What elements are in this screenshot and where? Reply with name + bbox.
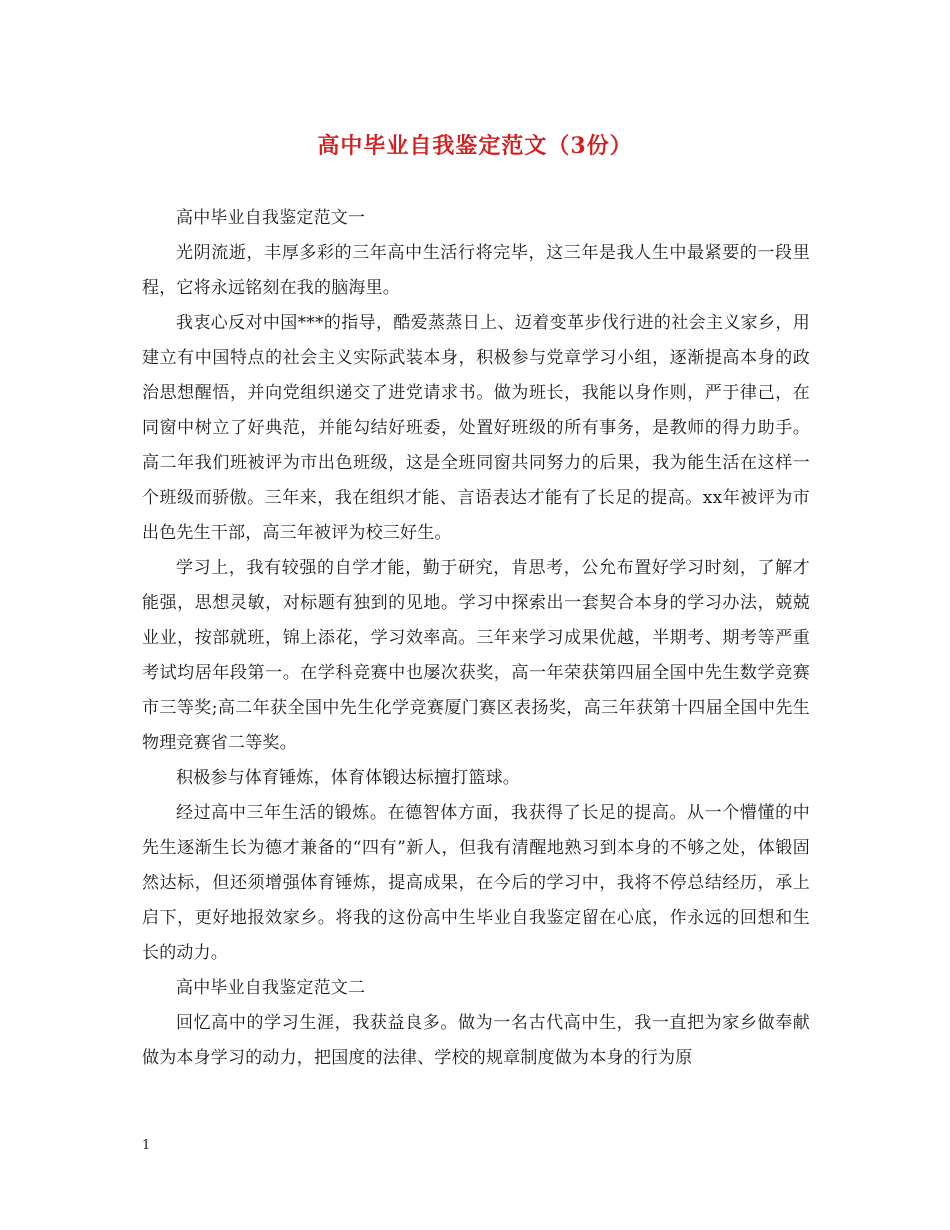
paragraph: 我衷心反对中国***的指导，酷爱蒸蒸日上、迈着变革步伐行进的社会主义家乡，用建立有中国特点的社会主义实际武装本身，积极参与党章学习小组，逐渐提高本身的政治思想醒悟，并向党组织递交了进党请求书。做为班长，我能以身作则，严于律己，在同窗中树立了好典范，并能勾结好班委，处置好班级的所有事务，是教师的得力助手。高二年我们班被评为市出色班级，这是全班同窗共同努力的后果，我为能生活在这样一个班级而骄傲。三年来，我在组织才能、言语表达才能有了长足的提高。xx年被评为市出色先生干部，高三年被评为校三好生。 bbox=[142, 313, 810, 543]
section-heading-1: 高中毕业自我鉴定范文一 bbox=[176, 208, 366, 228]
paragraph: 经过高中三年生活的锻炼。在德智体方面，我获得了长足的提高。从一个懵懂的中先生逐渐生长为德才兼备的“四有”新人，但我有清醒地熟习到本身的不够之处，体锻固然达标，但还须增强体育锤炼，提高成果，在今后的学习中，我将不停总结经历，承上启下，更好地报效家乡。将我的这份高中生毕业自我鉴定留在心底，作永远的回想和生长的动力。 bbox=[142, 803, 810, 963]
page-number: 1 bbox=[142, 1138, 151, 1153]
section-heading-2: 高中毕业自我鉴定范文二 bbox=[176, 978, 366, 998]
paragraph: 积极参与体育锤炼，体育体锻达标擅打篮球。 bbox=[176, 768, 520, 788]
paragraph: 回忆高中的学习生涯，我获益良多。做为一名古代高中生，我一直把为家乡做奉献做为本身学习的动力，把国度的法律、学校的规章制度做为本身的行为原 bbox=[142, 1013, 810, 1068]
document-body bbox=[142, 201, 810, 1076]
paragraph: 学习上，我有较强的自学才能，勤于研究，肯思考，公允布置好学习时刻，了解才能强，思想灵敏，对标题有独到的见地。学习中探索出一套契合本身的学习办法，兢兢业业，按部就班，锦上添花，学习效率高。三年来学习成果优越，半期考、期考等严重考试均居年段第一。在学科竞赛中也屡次获奖，高一年荣获第四届全国中先生数学竞赛市三等奖;高二年获全国中先生化学竞赛厦门赛区表扬奖，高三年获第十四届全国中先生物理竞赛省二等奖。 bbox=[142, 558, 810, 753]
document-title: 高中毕业自我鉴定范文（3份） bbox=[317, 133, 633, 159]
paragraph: 光阴流逝，丰厚多彩的三年高中生活行将完毕，这三年是我人生中最紧要的一段里程，它将永远铭刻在我的脑海里。 bbox=[142, 243, 810, 298]
